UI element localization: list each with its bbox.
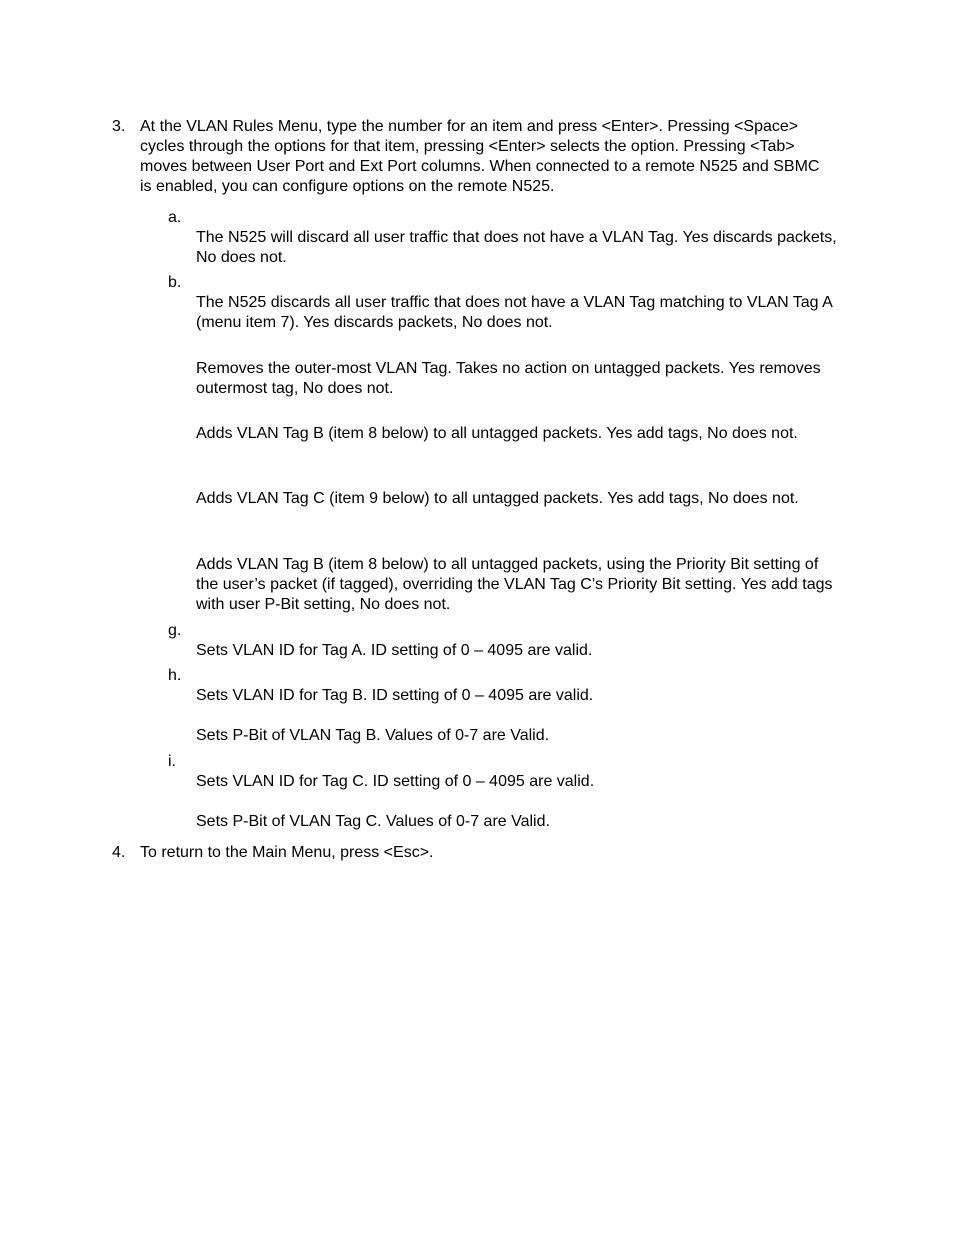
step-text: To return to the Main Menu, press <Esc>. [140,844,434,861]
item-desc-a: The N525 will discard all user traffic that does not have a VLAN Tag. Yes discards packets, No does not. [196,229,837,266]
item-desc-c: Removes the outer-most VLAN Tag. Takes no action on untagged packets. Yes removes outermost tag, No does not. [196,360,821,397]
step-number: 3. [112,118,126,135]
item-desc-h: Sets VLAN ID for Tag B. ID setting of 0 – 4095 are valid. [196,687,594,704]
item-marker-b: b. [168,274,182,291]
item-marker-g: g. [168,622,182,639]
item-desc-g: Sets VLAN ID for Tag A. ID setting of 0 – 4095 are valid. [196,642,593,659]
item-marker-h: h. [168,667,182,684]
item-desc-b: The N525 discards all user traffic that does not have a VLAN Tag matching to VLAN Tag A (menu item 7). Yes discards packets, No does not. [196,294,832,331]
step-number: 4. [112,844,126,861]
item-desc-d: Adds VLAN Tag B (item 8 below) to all untagged packets. Yes add tags, No does not. [196,425,798,442]
item-desc-i-pbit: Sets P-Bit of VLAN Tag C. Values of 0-7 are Valid. [196,813,550,830]
item-desc-f: Adds VLAN Tag B (item 8 below) to all untagged packets, using the Priority Bit setting of the user’s packet (if tagged), overriding the VLAN Tag C’s Priority Bit setting. Yes add tags with user P-Bit setting, No does not. [196,556,833,613]
item-desc-e: Adds VLAN Tag C (item 9 below) to all untagged packets. Yes add tags, No does not. [196,490,799,507]
item-desc-h-pbit: Sets P-Bit of VLAN Tag B. Values of 0-7 are Valid. [196,727,550,744]
item-marker-a: a. [168,209,182,226]
item-desc-i: Sets VLAN ID for Tag C. ID setting of 0 – 4095 are valid. [196,773,595,790]
item-marker-i: i. [168,753,176,770]
step-text: At the VLAN Rules Menu, type the number for an item and press <Enter>. Pressing <Space> cycles through the options for that item, pressing <Enter> selects the option. Pressing <Tab> moves between User Port and Ext Port columns. When connected to a remote N525 and SBMC is enabled, you can configure options on the remote N525. [140,118,820,195]
